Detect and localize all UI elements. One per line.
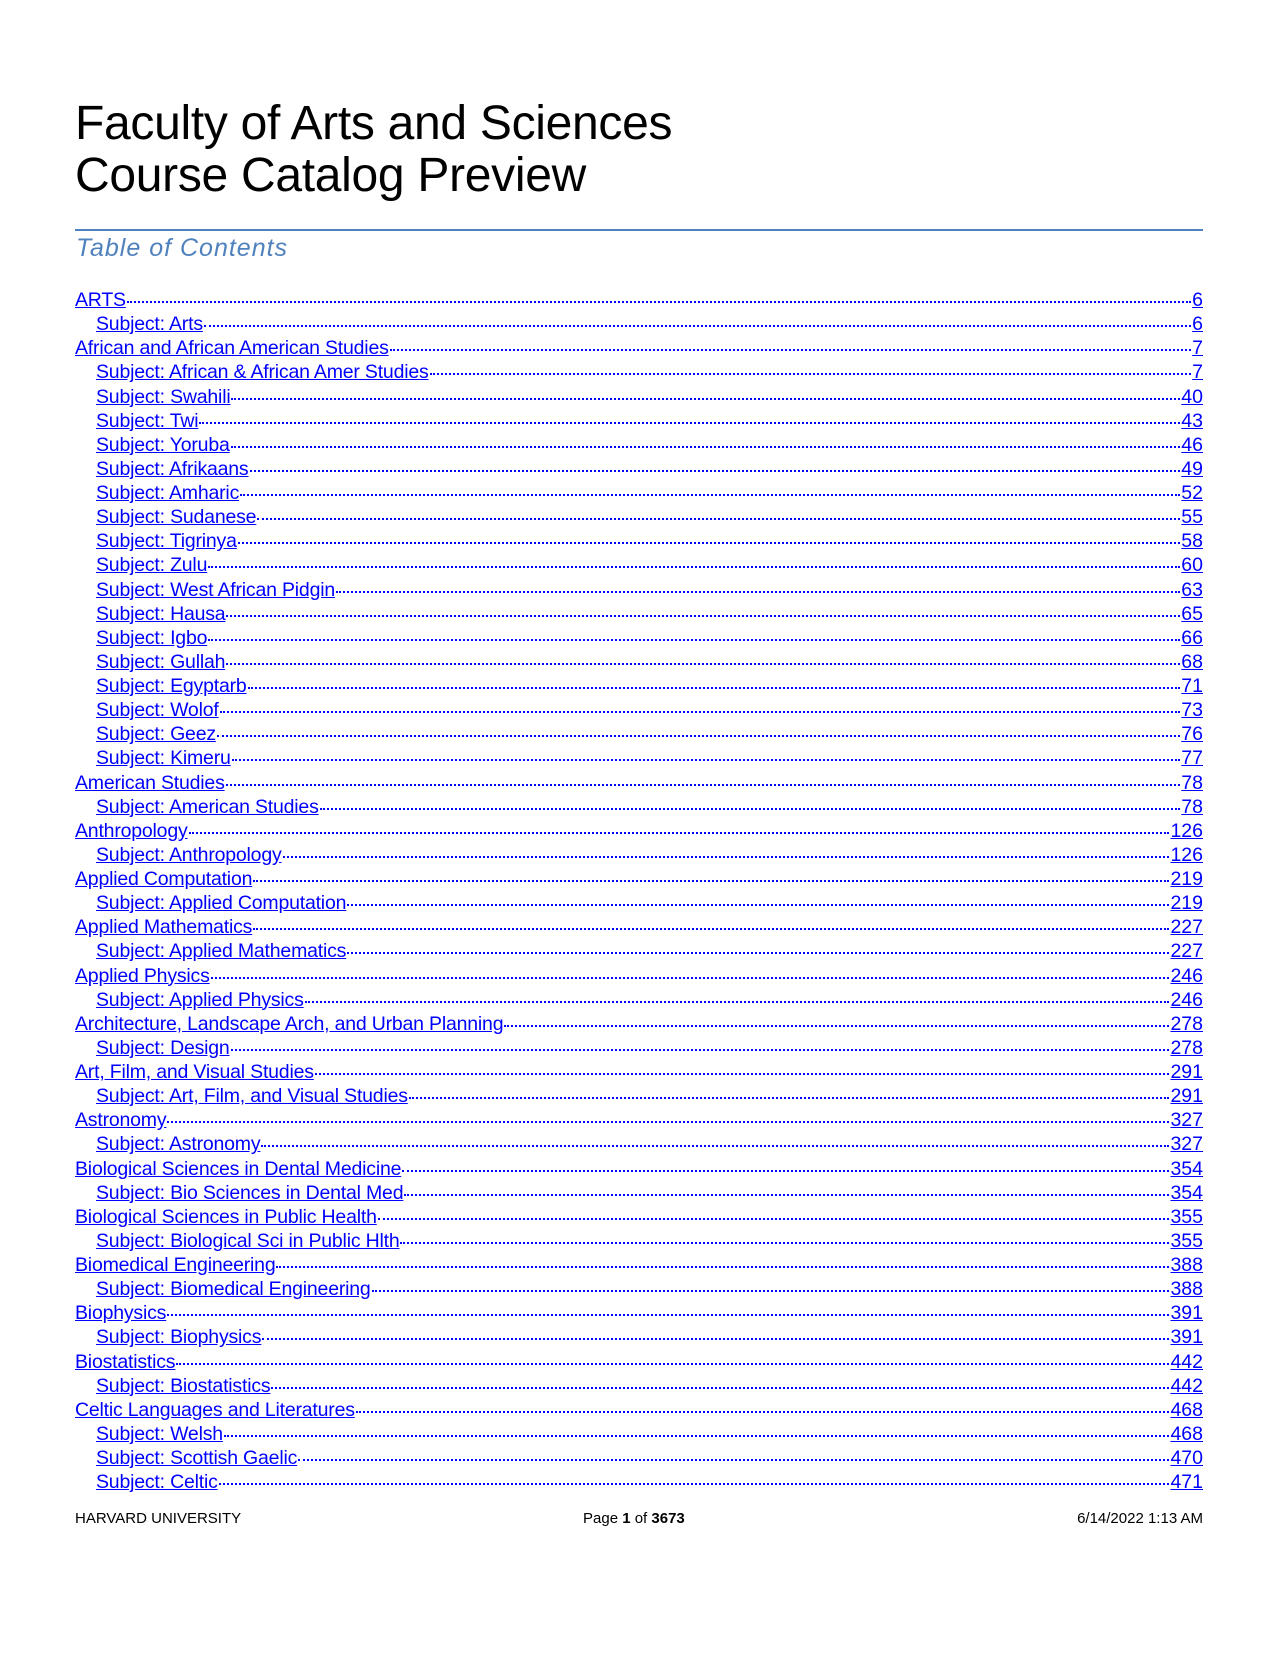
toc-entry[interactable]: [75, 578, 1203, 602]
toc-entry[interactable]: [75, 915, 1203, 939]
dot-leader: [253, 928, 1169, 930]
toc-entry-label[interactable]: Architecture, Landscape Arch, and Urban Planning: [75, 1012, 504, 1035]
page-prefix: Page: [583, 1510, 623, 1527]
toc-entry-label[interactable]: Biological Sciences in Public Health: [75, 1205, 377, 1228]
toc-entry[interactable]: [75, 288, 1203, 312]
toc-entry-label[interactable]: Subject: African & African Amer Studies: [96, 361, 429, 384]
dot-leader: [347, 904, 1169, 906]
toc-entry[interactable]: [75, 988, 1203, 1012]
dot-leader: [208, 566, 1180, 568]
toc-entry-label[interactable]: Subject: Welsh: [96, 1422, 223, 1445]
toc-entry[interactable]: [75, 1374, 1203, 1398]
dot-leader: [238, 542, 1181, 544]
toc-entry-label[interactable]: Subject: Yoruba: [96, 433, 230, 456]
toc-entry[interactable]: [75, 457, 1203, 481]
toc-entry-label[interactable]: Celtic Languages and Literatures: [75, 1398, 355, 1421]
dot-leader: [347, 952, 1169, 954]
toc-entry-page[interactable]: 291: [1170, 1085, 1203, 1108]
toc-entry-page[interactable]: 58: [1181, 530, 1203, 553]
toc-entry-label[interactable]: Subject: Biostatistics: [96, 1374, 271, 1397]
toc-entry-label[interactable]: Subject: Wolof: [96, 699, 219, 722]
toc-entry[interactable]: [75, 1036, 1203, 1060]
toc-entry-label[interactable]: Subject: Art, Film, and Visual Studies: [96, 1085, 408, 1108]
toc-entry-label[interactable]: Subject: Scottish Gaelic: [96, 1447, 298, 1469]
toc-entry-label[interactable]: Subject: Hausa: [96, 602, 226, 625]
toc-entry-label[interactable]: Subject: Tigrinya: [96, 530, 237, 553]
toc-entry[interactable]: [75, 529, 1203, 553]
toc-entry-page[interactable]: 68: [1181, 650, 1203, 673]
toc-entry-page[interactable]: 471: [1170, 1471, 1203, 1494]
toc-entry-page[interactable]: 7: [1192, 337, 1203, 360]
footer-page-number: [583, 1510, 685, 1527]
toc-entry-label[interactable]: Subject: Geez: [96, 723, 216, 746]
toc-entry-page[interactable]: 327: [1170, 1133, 1203, 1156]
toc-entry-page[interactable]: 391: [1170, 1326, 1203, 1349]
toc-entry-label[interactable]: Biostatistics: [75, 1350, 176, 1373]
dot-leader: [271, 1387, 1169, 1389]
dot-leader: [231, 446, 1181, 448]
toc-entry-label[interactable]: Subject: Biomedical Engineering: [96, 1278, 371, 1301]
dot-leader: [504, 1025, 1169, 1027]
dot-leader: [248, 687, 1181, 689]
toc-entry-page[interactable]: 78: [1181, 771, 1203, 794]
toc-entry[interactable]: [75, 385, 1203, 409]
toc-entry-label[interactable]: Subject: Bio Sciences in Dental Med: [96, 1181, 404, 1204]
dot-leader: [390, 349, 1192, 351]
dot-leader: [402, 1170, 1169, 1172]
dot-leader: [232, 759, 1181, 761]
toc-entry[interactable]: [75, 1277, 1203, 1301]
toc-entry-label[interactable]: Biophysics: [75, 1302, 167, 1325]
dot-leader: [400, 1242, 1169, 1244]
toc-entry[interactable]: [75, 505, 1203, 529]
toc-entry-page[interactable]: 52: [1181, 482, 1203, 504]
toc-entry[interactable]: [75, 722, 1203, 746]
toc-entry-page[interactable]: 278: [1170, 1036, 1203, 1059]
toc-entry-page[interactable]: 55: [1181, 506, 1203, 529]
toc-entry[interactable]: [75, 1301, 1203, 1325]
toc-entry-label[interactable]: Subject: Gullah: [96, 650, 226, 673]
toc-entry-page[interactable]: 246: [1170, 964, 1203, 987]
toc-entry-label[interactable]: Subject: Sudanese: [96, 506, 257, 529]
dot-leader: [167, 1121, 1169, 1123]
toc-entry[interactable]: [75, 1132, 1203, 1156]
dot-leader: [372, 1290, 1170, 1292]
toc-entry-page[interactable]: 355: [1170, 1205, 1203, 1228]
dot-leader: [257, 518, 1180, 520]
toc-entry-page[interactable]: 219: [1170, 892, 1203, 915]
dot-leader: [320, 808, 1181, 810]
toc-entry-page[interactable]: 468: [1170, 1398, 1203, 1421]
toc-entry-page[interactable]: 388: [1170, 1254, 1203, 1276]
toc-entry-label[interactable]: Subject: Swahili: [96, 385, 231, 408]
dot-leader: [253, 880, 1169, 882]
dot-leader: [211, 977, 1170, 979]
toc-entry[interactable]: [75, 698, 1203, 722]
toc-entry-page[interactable]: 66: [1181, 626, 1203, 649]
toc-entry[interactable]: [75, 481, 1203, 505]
toc-entry[interactable]: [75, 1446, 1203, 1470]
dot-leader: [219, 1483, 1170, 1485]
dot-leader: [231, 1049, 1170, 1051]
toc-entry[interactable]: [75, 553, 1203, 577]
toc-entry-label[interactable]: American Studies: [75, 771, 225, 794]
dot-leader: [276, 1266, 1169, 1268]
toc-entry-page[interactable]: 442: [1170, 1350, 1203, 1373]
toc-entry[interactable]: [75, 1253, 1203, 1277]
toc-entry[interactable]: [75, 602, 1203, 626]
toc-entry-label[interactable]: Subject: Arts: [96, 313, 203, 336]
dot-leader: [224, 1435, 1170, 1437]
toc-entry-page[interactable]: 246: [1170, 988, 1203, 1011]
toc-entry-page[interactable]: 291: [1170, 1061, 1203, 1083]
toc-entry[interactable]: [75, 1325, 1203, 1349]
toc-entry-page[interactable]: 63: [1181, 578, 1203, 601]
toc-entry-label[interactable]: Applied Mathematics: [75, 916, 253, 939]
toc-entry-page[interactable]: 126: [1170, 819, 1203, 842]
toc-entry-page[interactable]: 49: [1181, 457, 1203, 480]
page-current: 1: [622, 1510, 631, 1527]
document-title: [75, 98, 672, 202]
toc-entry-label[interactable]: Biomedical Engineering: [75, 1254, 276, 1276]
toc-entry-page[interactable]: 219: [1170, 868, 1203, 890]
dot-leader: [262, 1338, 1169, 1340]
toc-entry-page[interactable]: 40: [1181, 385, 1203, 408]
toc-entry-page[interactable]: 71: [1181, 675, 1203, 697]
toc-entry-page[interactable]: 43: [1181, 409, 1203, 432]
toc-entry[interactable]: [75, 433, 1203, 457]
dot-leader: [356, 1411, 1170, 1413]
toc-entry[interactable]: [75, 1157, 1203, 1181]
toc-entry-page[interactable]: 126: [1170, 843, 1203, 866]
dot-leader: [409, 1097, 1170, 1099]
toc-entry[interactable]: [75, 771, 1203, 795]
dot-leader: [167, 1314, 1169, 1316]
toc-entry-label[interactable]: Art, Film, and Visual Studies: [75, 1061, 314, 1083]
toc-entry-page[interactable]: 77: [1181, 747, 1203, 770]
title-line-2: Course Catalog Preview: [75, 149, 586, 202]
page-of: of: [630, 1510, 652, 1527]
dot-leader: [283, 856, 1170, 858]
toc-entry[interactable]: [75, 650, 1203, 674]
dot-leader: [250, 470, 1181, 472]
toc-entry-page[interactable]: 354: [1170, 1157, 1203, 1180]
table-of-contents: [75, 288, 1203, 1494]
toc-entry[interactable]: [75, 1181, 1203, 1205]
toc-entry-label[interactable]: Subject: Applied Physics: [96, 988, 304, 1011]
toc-entry[interactable]: [75, 1108, 1203, 1132]
dot-leader: [240, 494, 1180, 496]
toc-entry[interactable]: [75, 939, 1203, 963]
toc-entry-label[interactable]: Subject: Biological Sci in Public Hlth: [96, 1229, 400, 1252]
toc-entry[interactable]: [75, 626, 1203, 650]
toc-entry[interactable]: [75, 964, 1203, 988]
toc-entry-page[interactable]: 7: [1192, 361, 1203, 384]
footer-timestamp: 6/14/2022 1:13 AM: [1077, 1510, 1203, 1527]
toc-entry-page[interactable]: 76: [1181, 723, 1203, 746]
toc-entry-label[interactable]: Subject: Celtic: [96, 1471, 218, 1494]
toc-entry-page[interactable]: 468: [1170, 1422, 1203, 1445]
toc-entry-page[interactable]: 327: [1170, 1109, 1203, 1132]
toc-entry[interactable]: [75, 746, 1203, 770]
toc-entry[interactable]: [75, 819, 1203, 843]
dot-leader: [336, 591, 1180, 593]
toc-entry-label[interactable]: ARTS: [75, 289, 126, 311]
toc-entry-page[interactable]: 6: [1192, 313, 1203, 336]
toc-entry-page[interactable]: 78: [1181, 795, 1203, 818]
dot-leader: [261, 1145, 1169, 1147]
toc-entry-label[interactable]: Subject: Applied Computation: [96, 892, 347, 915]
dot-leader: [204, 325, 1191, 327]
toc-entry-page[interactable]: 470: [1170, 1447, 1203, 1469]
toc-entry[interactable]: [75, 1350, 1203, 1374]
dot-leader: [199, 422, 1180, 424]
dot-leader: [189, 832, 1170, 834]
toc-entry-page[interactable]: 227: [1170, 940, 1203, 963]
dot-leader: [231, 398, 1180, 400]
toc-entry[interactable]: [75, 312, 1203, 336]
toc-entry-page[interactable]: 354: [1170, 1181, 1203, 1204]
dot-leader: [226, 784, 1181, 786]
toc-entry-page[interactable]: 388: [1170, 1278, 1203, 1301]
toc-entry-label[interactable]: Subject: Applied Mathematics: [96, 940, 347, 963]
toc-entry-label[interactable]: Subject: Twi: [96, 409, 199, 432]
dot-leader: [315, 1073, 1170, 1075]
toc-entry-label[interactable]: Applied Physics: [75, 964, 210, 987]
toc-entry[interactable]: [75, 1229, 1203, 1253]
toc-entry-label[interactable]: Subject: Zulu: [96, 554, 208, 577]
dot-leader: [220, 711, 1181, 713]
toc-entry-page[interactable]: 278: [1170, 1012, 1203, 1035]
toc-entry-label[interactable]: Subject: Anthropology: [96, 843, 282, 866]
dot-leader: [298, 1459, 1169, 1461]
toc-entry-page[interactable]: 391: [1170, 1302, 1203, 1325]
toc-entry-label[interactable]: Subject: American Studies: [96, 795, 319, 818]
dot-leader: [176, 1363, 1169, 1365]
dot-leader: [226, 615, 1180, 617]
toc-entry-label[interactable]: Anthropology: [75, 819, 188, 842]
toc-entry[interactable]: [75, 1084, 1203, 1108]
toc-entry[interactable]: [75, 1398, 1203, 1422]
toc-heading: Table of Contents: [76, 234, 289, 262]
toc-entry-label[interactable]: Subject: West African Pidgin: [96, 578, 335, 601]
toc-entry[interactable]: [75, 1470, 1203, 1494]
toc-entry[interactable]: [75, 336, 1203, 360]
toc-entry-label[interactable]: Subject: Egyptarb: [96, 675, 247, 697]
toc-entry-label[interactable]: Subject: Kimeru: [96, 747, 231, 770]
toc-entry[interactable]: [75, 795, 1203, 819]
toc-entry-label[interactable]: Subject: Amharic: [96, 482, 240, 504]
heading-divider: [75, 229, 1203, 231]
toc-entry-page[interactable]: 65: [1181, 602, 1203, 625]
toc-entry[interactable]: [75, 891, 1203, 915]
dot-leader: [208, 639, 1180, 641]
dot-leader: [430, 373, 1192, 375]
toc-entry-label[interactable]: Biological Sciences in Dental Medicine: [75, 1157, 402, 1180]
toc-entry-label[interactable]: Subject: Igbo: [96, 626, 208, 649]
toc-entry-label[interactable]: Subject: Astronomy: [96, 1133, 261, 1156]
toc-entry-page[interactable]: 355: [1170, 1229, 1203, 1252]
toc-entry-label[interactable]: African and African American Studies: [75, 337, 389, 360]
toc-entry-label[interactable]: Subject: Afrikaans: [96, 457, 249, 480]
page-total: 3673: [651, 1510, 685, 1527]
toc-entry[interactable]: [75, 1012, 1203, 1036]
toc-entry-page[interactable]: 6: [1192, 289, 1203, 311]
toc-entry-label[interactable]: Subject: Biophysics: [96, 1326, 262, 1349]
toc-entry[interactable]: [75, 1205, 1203, 1229]
toc-entry-page[interactable]: 73: [1181, 699, 1203, 722]
toc-entry[interactable]: [75, 1060, 1203, 1084]
dot-leader: [217, 735, 1180, 737]
dot-leader: [404, 1194, 1169, 1196]
toc-entry-page[interactable]: 60: [1181, 554, 1203, 577]
dot-leader: [305, 1001, 1170, 1003]
toc-entry[interactable]: [75, 1422, 1203, 1446]
dot-leader: [127, 301, 1191, 303]
toc-entry-page[interactable]: 46: [1181, 433, 1203, 456]
toc-entry[interactable]: [75, 360, 1203, 384]
footer-institution: HARVARD UNIVERSITY: [75, 1510, 242, 1527]
toc-entry[interactable]: [75, 674, 1203, 698]
dot-leader: [378, 1218, 1170, 1220]
toc-entry[interactable]: [75, 867, 1203, 891]
toc-entry-label[interactable]: Astronomy: [75, 1109, 167, 1132]
toc-entry-page[interactable]: 442: [1170, 1374, 1203, 1397]
toc-entry-page[interactable]: 227: [1170, 916, 1203, 939]
toc-entry[interactable]: [75, 843, 1203, 867]
toc-entry-label[interactable]: Applied Computation: [75, 868, 253, 890]
toc-entry[interactable]: [75, 409, 1203, 433]
toc-entry-label[interactable]: Subject: Design: [96, 1036, 230, 1059]
title-line-1: Faculty of Arts and Sciences: [75, 97, 673, 150]
dot-leader: [226, 663, 1180, 665]
